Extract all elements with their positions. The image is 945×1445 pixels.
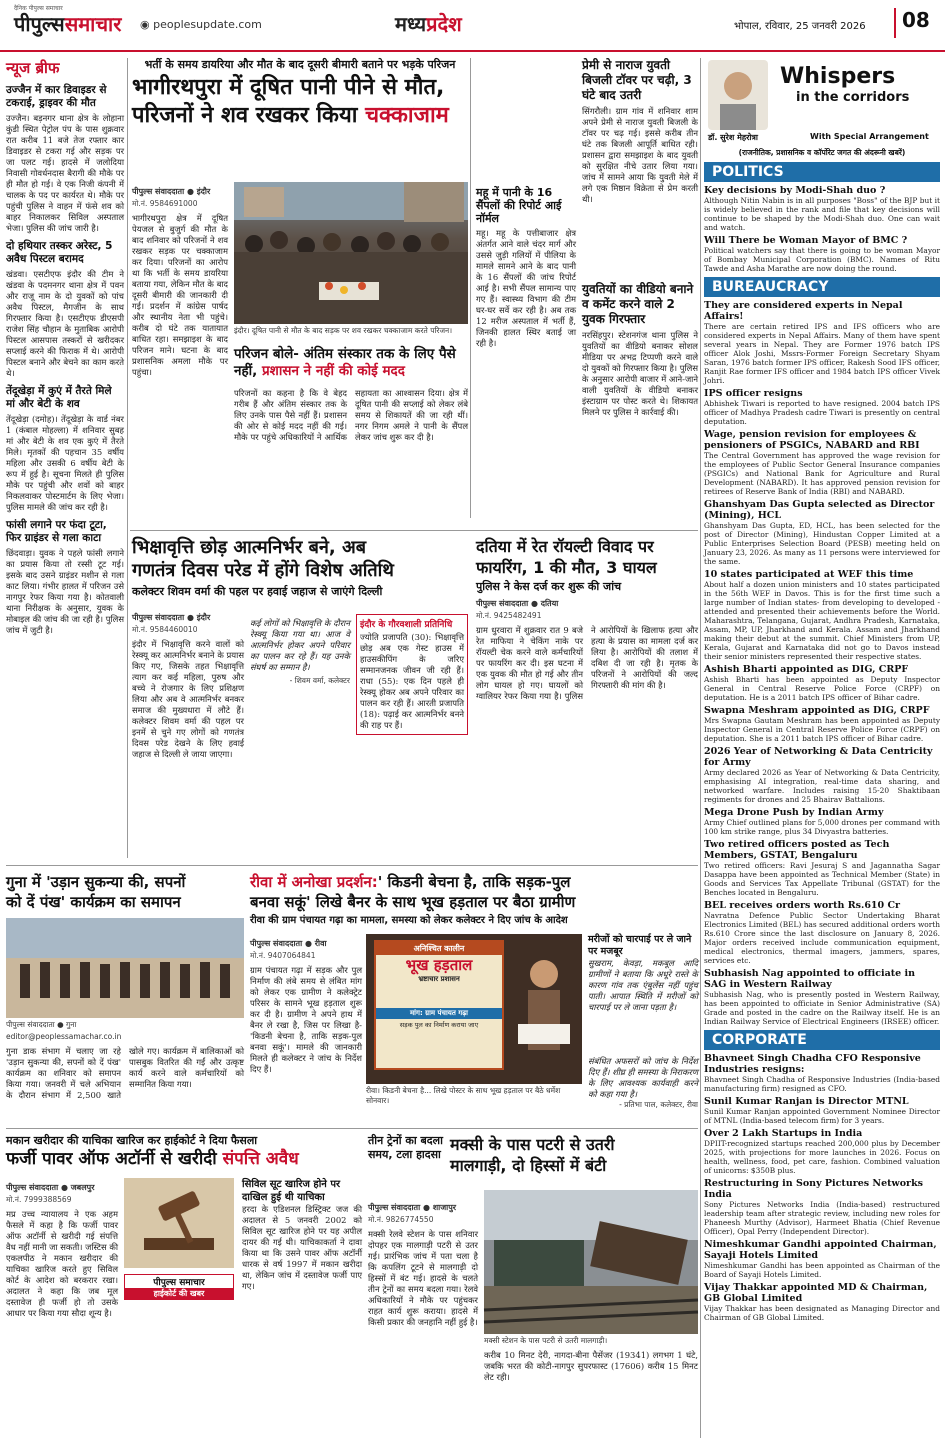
brief-item[interactable] xyxy=(6,519,124,636)
corporate-headline: Sunil Kumar Ranjan is Director MTNL xyxy=(704,1096,909,1107)
whispers-header xyxy=(704,58,940,148)
datia-headline-line-2: फायरिंग, 1 की मौत, 3 घायल xyxy=(476,558,657,577)
rewa-side-text: सुखराम, केवड़ा, मकबूल आदि ग्रामीणों ने बताया कि अधूरे रास्ते के कारण गांव तक एंबुलेंस नहीं पहुंच पाती। आपात स्थिति में मरीजों को चारपाई पर ले जाना पड़ता है। xyxy=(588,958,698,1012)
train-photo[interactable] xyxy=(484,1190,698,1334)
guna-photo-caption: पीपुल्स संवाददाता ● गुना xyxy=(6,1020,77,1029)
brief-headline: तेंदूखेड़ा में कुएं में तैरते मिले मां और बेटी के शव xyxy=(6,385,112,410)
hc-headline-part: फर्जी पावर ऑफ अटॉर्नी से खरीदी xyxy=(6,1149,223,1169)
bureaucracy-item[interactable] xyxy=(704,900,940,965)
lead-subtext: परिजनों का कहना है कि वे बेहद गरीब हैं और अंतिम संस्कार तक के लिए उनके पास पैसे नहीं हैं। प्रशासन की ओर से कोई मदद नहीं की गई। मौके पर पहुंचे अधिकारियों ने आर्थिक सहायता का आश्वासन दिया। क्षेत्र में दूषित पानी की सप्लाई को लेकर लंबे समय से शिकायतें की जा रही थीं। नगर निगम अमले ने पानी के सैंपल लेकर जांच शुरू कर दी है। xyxy=(234,388,468,442)
corporate-headline: Vijay Thakkar appointed MD & Chairman, GB Global Limited xyxy=(704,1282,928,1304)
rewa-headline-line-2: बनवा सकूं' लिखे बैनर के साथ भूख हड़ताल पर बैठा ग्रामीण xyxy=(250,893,576,911)
derailed-train-illustration xyxy=(484,1190,698,1334)
bureaucracy-text: Army declared 2026 as Year of Networking & Data Centricity, emphasising AI integration, real-time data sharing, and networked warfare. Includes raising 15-20 Shaktibaan regiments for drones and 25 Bhairav Battalions. xyxy=(704,768,940,804)
high-court-story[interactable] xyxy=(6,1134,362,1438)
globe-icon: ◉ xyxy=(140,18,154,31)
bureaucracy-headline: Wage, pension revision for employees & pensioners of PSGICs, NABARD and RBI xyxy=(704,429,920,451)
section-rule xyxy=(6,1128,698,1129)
lead-subhead-highlight: प्रशासन ने नहीं की कोई मदद xyxy=(262,363,405,379)
politics-text: Although Nitin Nabin is in all purposes "Boss" of the BJP but it is widely believed in the rank and file that key decisions will continue to be shaped by the Modi-Shah duo. One can wait and watch. xyxy=(704,196,940,232)
bureaucracy-headline: IPS officer resigns xyxy=(704,388,803,399)
lead-story[interactable] xyxy=(132,58,468,528)
lead-subhead xyxy=(234,346,468,380)
train-right-text: करीब 10 मिनट देरी, नागदा-बीना पैसेंजर (19341) लगभग 1 घंटे, जबकि भरत की कोटी-नागपुर सुपरफास्ट (17606) करीब 15 मिनट लेट रही। xyxy=(484,1350,698,1382)
corporate-headline: Over 2 Lakh Startups in India xyxy=(704,1128,863,1139)
bureaucracy-headline: Subhasish Nag appointed to officiate in SAG in Western Railway xyxy=(704,968,916,990)
brand-part-a: पीपुल्स xyxy=(14,12,65,36)
brand-part-b: समाचार xyxy=(64,12,122,36)
bureaucracy-text: The Central Government has approved the wage revision for the employees of Public Sector General Insurance companies (PSGICs) and National Bank for Agriculture and Rural Development (NABARD). It has approved pension revision for retirees of Reserve Bank of India (RBI) and NABARD. xyxy=(704,451,940,496)
masthead xyxy=(0,0,945,52)
republic-quote-author: - शिवम वर्मा, कलेक्टर xyxy=(289,676,350,685)
rewa-text: ग्राम पंचायत गढ़ा में सड़क और पुल निर्माण की लंबे समय से लंबित मांग को लेकर एक ग्रामीण ने कलेक्ट्रेट परिसर के सामने भूख हड़ताल शुरू कर दी है। ग्रामीण ने अपने हाथ में बैनर ले रखा है, जिस पर लिखा है- 'किडनी बेचना है, ताकि सड़क-पुल बनवा सकूं'। मामले की जानकारी मिलते ही कलेक्टर ने जांच के निर्देश दिए हैं। xyxy=(250,965,362,1074)
author-name: डॉ. सुरेश मेहरोत्रा xyxy=(708,133,758,142)
politics-item[interactable] xyxy=(704,185,940,232)
brief-item[interactable] xyxy=(6,240,124,379)
bureaucracy-text: Ghanshyam Das Gupta, ED, HCL, has been selected for the post of Director (Mining), Hindustan Copper Limited at a Public Enterprises Selection Board (PESB) meeting held on January 23, 2026. As many as 11 persons were interviewed for the same. xyxy=(704,521,940,566)
section-part-b: प्रदेश xyxy=(426,12,462,36)
corporate-item[interactable] xyxy=(704,1282,940,1322)
tower-text: सिंगरौली। ग्राम गांव में शनिवार शाम अपने प्रेमी से नाराज युवती बिजली के टॉवर पर चढ़ गई। इससे करीब तीन घंटे तक बिजली आपूर्ति बाधित रही। प्रशासन द्वारा समझाइश के बाद युवती को सुरक्षित नीचे उतार लिया गया। जांच में सामने आया कि युवती मेले में लगे एक मिष्ठान विक्रेता से प्रेम करती थी। xyxy=(582,106,698,204)
train-byline: पीपुल्स संवाददाता ● शाजापुर xyxy=(368,1203,457,1212)
banner-line-2: भूख हड़ताल xyxy=(405,956,473,974)
hc-headline-highlight: संपत्ति अवैध xyxy=(222,1149,299,1169)
tower-headline: प्रेमी से नाराज युवती बिजली टॉवर पर चढ़ी, 3 घंटे बाद उतरी xyxy=(582,58,692,102)
datia-text: ग्राम धुरवारा में शुक्रवार रात 9 बजे रेत माफिया ने चेकिंग नाके पर रॉयल्टी चेक करने वाले कर्मचारियों पर फायरिंग कर दी। इस घटना में एक युवक की मौत हो गई और तीन लोग घायल हो गए। घायलों को ग्वालियर रेफर किया गया है। पुलिस ने आरोपियों के खिलाफ हत्या और हत्या के प्रयास का मामला दर्ज कर लिया है। आरोपियों की तलाश में दबिश दी जा रही है। मृतक के परिजनों ने आरोपियों की जल्द गिरफ्तारी की मांग की है। xyxy=(476,625,698,701)
avatar-icon xyxy=(708,60,768,130)
guna-story[interactable] xyxy=(6,872,244,1124)
corporate-item[interactable] xyxy=(704,1128,940,1175)
republic-story[interactable] xyxy=(132,536,468,862)
water-report-headline: महू में पानी के 16 सैंपलों की रिपोर्ट आई नॉर्मल xyxy=(476,186,562,225)
hc-byline-block xyxy=(6,1178,118,1439)
bureaucracy-item[interactable] xyxy=(704,429,940,496)
train-kicker: तीन ट्रेनों का बदला समय, टला हादसा xyxy=(368,1134,443,1161)
corporate-text: Sony Pictures Networks India (India-based) restructured leadership team after strategic review, including new roles for Phaneesh Murthy (Advisor), Harmeet Bhatia (Chief Revenue Officer), Opal Perry (Independent Director). xyxy=(704,1200,940,1236)
lead-headline-line-1: भागीरथपुरा में दूषित पानी पीने से मौत, xyxy=(132,75,445,100)
corporate-text: DPIIT-recognized startups reached 200,000 plus by December 2025, with projections for more launches in 2026. Focus on health, wellness, food, pet care, fashion. Combined valuation of unicorns: $350B plus. xyxy=(704,1139,940,1175)
section-title xyxy=(395,10,462,37)
lead-headline-line-2 xyxy=(132,102,468,130)
lead-byline-block xyxy=(132,182,228,377)
bureaucracy-text: About half a dozen union ministers and 10 states participated in the 56th WEF in Davos. This is for the first time such a large number of Indian states- from developing to developed - attended and presented their achievements before the World. Maharashtra, Telangana, Gujarat, Andhra Pradesh, Karnataka, Assam, MP, UP, Jharkhand and Kerala. Assam and Jharkhand making their debut at the summit. Chief Ministers from UP, Kerala, Gujarat and Karnataka did not go to Davos instead their senior ministers represented their respective states. xyxy=(704,580,940,661)
train-text: मक्सी रेलवे स्टेशन के पास शनिवार दोपहर एक मालगाड़ी पटरी से उतर गई। प्रारंभिक जांच में पता चला है कि कपलिंग टूटने से मालगाड़ी दो हिस्सों में बंट गई। हादसे के चलते तीन ट्रेनों का समय बदला गया। रेलवे अधिकारियों ने मौके पर पहुंचकर राहत कार्य शुरू कराया। हादसे में किसी प्रकार की जनहानि नहीं हुई है। xyxy=(368,1229,478,1327)
hc-sub-text: हरदा के एडिशनल डिस्ट्रिक्ट जज की अदालत से 5 जनवरी 2002 को सिविल सूट खारिज होने पर यह अपील दायर की गई थी। याचिकाकर्ता ने दावा किया था कि उसने पावर ऑफ अटॉर्नी धारक से वर्ष 1997 में मकान खरीदा था, लेकिन जांच में दस्तावेज फर्जी पाए गए। xyxy=(242,1204,362,1291)
bureaucracy-band: BUREAUCRACY xyxy=(704,277,940,297)
video-text: नरसिंहपुर। स्टेशनगंज थाना पुलिस ने युवतियों का वीडियो बनाकर सोशल मीडिया पर अभद्र टिप्पणी करने वाले दो युवकों को गिरफ्तार किया है। पुलिस के अनुसार आरोपी बाजार में आने-जाने वाली युवतियों के वीडियो बनाकर इंस्टाग्राम पर पोस्ट करते थे। शिकायत मिलने पर पुलिस ने कार्रवाई की। xyxy=(582,330,699,417)
bureaucracy-headline: They are considered experts in Nepal Affairs! xyxy=(704,300,903,322)
lead-photo-caption: इंदौर। दूषित पानी से मौत के बाद सड़क पर शव रखकर चक्काजाम करते परिजन। xyxy=(234,326,453,335)
news-brief-title: न्यूज ब्रीफ xyxy=(6,59,60,77)
bureaucracy-item[interactable] xyxy=(704,807,940,836)
whispers-tagline: (राजनीतिक, प्रशासनिक व कॉर्पोरेट जगत की अंदरूनी खबरें) xyxy=(738,148,906,157)
banner-line-4: मांग: ग्राम पंचायत गढ़ा xyxy=(376,1008,502,1019)
bureaucracy-text: Mrs Swapna Gautam Meshram has been appointed as Deputy Inspector General in Central Reserve Police Force (CRPF) on deputation. She is a 2011 batch IPS officer of Bihar cadre. xyxy=(704,716,940,743)
republic-byline: पीपुल्स संवाददाता ● इंदौर xyxy=(132,613,211,622)
bureaucracy-item[interactable] xyxy=(704,705,940,743)
brand-logo[interactable] xyxy=(14,10,121,37)
bureaucracy-item[interactable] xyxy=(704,664,940,702)
hc-sub-headline: सिविल सूट खारिज होने पर दाखिल हुई थी याचिका xyxy=(242,1179,341,1203)
datia-byline: पीपुल्स संवाददाता ● दतिया xyxy=(476,599,559,608)
corporate-item[interactable] xyxy=(704,1178,940,1236)
republic-box-title: इंदौर के गौरवशाली प्रतिनिधि xyxy=(360,620,453,630)
hc-kicker: मकान खरीदार की याचिका खारिज कर हाईकोर्ट ने दिया फैसला xyxy=(6,1134,258,1147)
bureaucracy-item[interactable] xyxy=(704,499,940,566)
bureaucracy-item[interactable] xyxy=(704,569,940,661)
rewa-side-headline: मरीजों को चारपाई पर ले जाने पर मजबूर xyxy=(588,934,692,957)
page-number: 08 xyxy=(894,8,938,38)
guna-headline-line-2: को दें पंख' कार्यक्रम का समापन xyxy=(6,893,181,911)
hunger-strike-banner xyxy=(374,940,504,1070)
datia-headline-line-1: दतिया में रेत रॉयल्टी विवाद पर xyxy=(476,537,654,556)
crowd-illustration xyxy=(234,182,468,324)
bureaucracy-headline: 2026 Year of Networking & Data Centricity for Army xyxy=(704,746,933,768)
corporate-text: Sunil Kumar Ranjan appointed Government Nominee Director of MTNL (India-based telecom firm) for 3 years. xyxy=(704,1107,940,1125)
bureaucracy-item[interactable] xyxy=(704,388,940,426)
politics-band: POLITICS xyxy=(704,162,940,182)
corporate-item[interactable] xyxy=(704,1239,940,1279)
republic-byline-block xyxy=(132,608,244,859)
banner-line-1: अनिश्चित कालीन xyxy=(376,942,502,955)
corporate-item[interactable] xyxy=(704,1096,940,1125)
lead-text: भागीरथपुरा क्षेत्र में दूषित पेयजल से बुजुर्ग की मौत के बाद शनिवार को परिजनों ने शव रखकर सड़क पर चक्काजाम कर दिया। परिजनों का आरोप था कि भर्ती के समय डायरिया बताया गया, लेकिन मौत के बाद दूसरी बीमारी की जानकारी दी गई। प्रदर्शन में कांग्रेस पार्षद और स्थानीय नेता भी पहुंचे। करीब दो घंटे तक यातायात बाधित रहा। समझाइश के बाद परिजन माने। घटना के बाद प्रशासनिक अमला मौके पर पहुंचा। xyxy=(132,213,228,377)
hc-byline: पीपुल्स संवाददाता ● जबलपुर xyxy=(6,1183,95,1192)
bureaucracy-headline: BEL receives orders worth Rs.610 Cr xyxy=(704,900,901,911)
banner-line-5: सड़क पुल का निर्माण कराया जाए xyxy=(399,1021,479,1029)
gavel-icon xyxy=(124,1178,234,1268)
republic-mobile: मो.नं. 9584460010 xyxy=(132,625,198,634)
brief-headline: फांसी लगाने पर फंदा टूटा, फिर ग्राइंडर से गला काटा xyxy=(6,519,107,544)
rewa-kicker: रीवा की ग्राम पंचायत गढ़ा का मामला, समस्या को लेकर कलेक्टर ने दिए जांच के आदेश xyxy=(250,915,568,926)
bureaucracy-headline: 10 states participated at WEF this time xyxy=(704,569,914,580)
bureaucracy-item[interactable] xyxy=(704,300,940,385)
rewa-side-block xyxy=(588,934,698,1013)
train-byline-block xyxy=(368,1198,478,1429)
hc-text: मप्र उच्च न्यायालय ने एक अहम फैसले में कहा है कि फर्जी पावर ऑफ अटॉर्नी से खरीदी गई संपत्ति वैध नहीं मानी जा सकती। जस्टिस की एकलपीठ ने मकान खरीदार की याचिका खारिज करते हुए सिविल कोर्ट के आदेश को बरकरार रखा। अदालत ने कहा कि जब मूल दस्तावेज ही फर्जी हो तो उसके आधार पर किया गया सौदा शून्य है। xyxy=(6,1209,118,1318)
bureaucracy-text: Subhasish Nag, who is presently posted in Western Railway, has been appointed to officiate in Senior Administrative (SA) Grade and posted in the cadre on the Railway itself. He is an Indian Railway Service of Electrical Engineers (IRSEE) officer. xyxy=(704,990,940,1026)
brand-tagline: दैनिक पीपुल्स समाचार xyxy=(14,5,63,12)
brief-item[interactable] xyxy=(6,385,124,513)
corporate-headline: Restructuring in Sony Pictures Networks India xyxy=(704,1178,923,1200)
brief-text: छिंदवाड़ा। युवक ने पहले फांसी लगाने का प्रयास किया तो रस्सी टूट गई। इसके बाद उसने ग्राइंडर मशीन से गला काट लिया। गंभीर हालत में परिजन उसे नागपुर रेफर किया गया है। कोतवाली थाना निरीक्षक के अनुसार, युवक के मोबाइल की जांच की जा रही है। पुलिस जांच में जुटी है। xyxy=(6,548,124,635)
lead-byline: पीपुल्स संवाददाता ● इंदौर xyxy=(132,187,211,196)
train-headline-line-1: मक्सी के पास पटरी से उतरी xyxy=(450,1135,615,1154)
lead-kicker: भर्ती के समय डायरिया और मौत के बाद दूसरी बीमारी बताने पर भड़के परिजन xyxy=(144,58,456,71)
politics-headline: Key decisions by Modi-Shah duo ? xyxy=(704,185,886,196)
dateline: भोपाल, रविवार, 25 जनवरी 2026 xyxy=(734,21,866,32)
bureaucracy-headline: Mega Drone Push by Indian Army xyxy=(704,807,884,818)
column-rule xyxy=(127,58,128,858)
bureaucracy-text: Ashish Bharti has been appointed as Deputy Inspector General in Central Reserve Police Force (CRPF) on deputation. He is a 2011 batch IPS officer of Bihar cadre. xyxy=(704,675,940,702)
group-photo-illustration xyxy=(6,918,244,1018)
corporate-band: CORPORATE xyxy=(704,1030,940,1050)
rewa-photo-caption: रीवा। किडनी बेचना है... लिखे पोस्टर के साथ भूख हड़ताल पर बैठे धर्मेश सोनवार। xyxy=(366,1086,561,1105)
datia-story[interactable] xyxy=(476,536,698,862)
train-mobile: मो.नं. 9826774550 xyxy=(368,1215,434,1224)
bureaucracy-text: Army Chief outlined plans for 5,000 drones per command with 100 km strike range, plus 34 Divyastra batteries. xyxy=(704,818,940,836)
lead-photo[interactable] xyxy=(234,182,468,324)
rewa-quote-author: - प्रतिभा पाल, कलेक्टर, रीवा xyxy=(619,1100,698,1109)
bureaucracy-text: Navratna Defence Public Sector Undertaking Bharat Electronics Limited (BEL) has secured additional orders worth Rs.610 Crore since the last disclosure on January 8, 2026. Major orders received include communication equipment, medical electronics, thermal imagers, jammers, spares, services etc. xyxy=(704,911,940,965)
brief-text: तेंदूखेड़ा (दमोह)। तेंदूखेड़ा के वार्ड नंबर 1 (कंबाल मोहल्ला) में शनिवार सुबह मां और बेटी के शव एक कुएं में तैरते मिले। मृतकों की पहचान 35 वर्षीय महिला और उसकी 6 वर्षीय बेटी के रूप में हुई है। सूचना मिलते ही पुलिस मौके पर पहुंची और शवों को बाहर निकलवाकर पोस्टमार्टम के लिए भेजा। पुलिस मामले की जांच कर रही है। xyxy=(6,414,124,512)
rewa-headline-highlight: रीवा में अनोखा प्रदर्शन: xyxy=(250,873,378,891)
republic-box xyxy=(356,614,468,735)
republic-text: इंदौर में भिक्षावृत्ति करने वालों को रेस्क्यू कर आत्मनिर्भर बनाने के प्रयास किए गए, जिसके तहत भिक्षावृत्ति त्याग कर कई महिला, पुरुष और बच्चे ने रोजगार के लिए प्रशिक्षण लिया और अब वे आत्मनिर्भर बनकर समाज की मुख्यधारा में लौटे हैं। कलेक्टर शिवम वर्मा की पहल पर इनमें से चुने गए लोगों को गणतंत्र दिवस परेड देखने के लिए हवाई जहाज से दिल्ली ले जाया जाएगा। xyxy=(132,639,244,759)
train-headline-line-2: मालगाड़ी, दो हिस्सों में बंटी xyxy=(450,1156,607,1175)
hc-mobile: मो.नं. 7999388569 xyxy=(6,1195,72,1204)
rewa-mobile: मो.नं. 9407064841 xyxy=(250,951,316,960)
news-brief-column xyxy=(6,58,124,863)
datia-kicker: पुलिस ने केस दर्ज कर शुरू की जांच xyxy=(476,580,622,593)
column-rule xyxy=(470,58,471,518)
bureaucracy-text: There are certain retired IPS and IFS officers who are considered experts in Nepal Affairs. Many of them have spent several years in Nepal. They are Former 1976 batch IPS officer Alok Joshi, Mssrs-Former Foreign Secretary Shyam Saran, 1976 batch former IPS officer, Rakesh Sood IFS officer, Ranjit Rae former IFS officer and 1984 batch IPS officer Vivek Johri. xyxy=(704,322,940,385)
whispers-subtitle: in the corridors xyxy=(796,90,910,105)
bureaucracy-headline: Ghanshyam Das Gupta selected as Director (Mining), HCL xyxy=(704,499,935,521)
tower-story[interactable] xyxy=(582,58,698,268)
water-report-story[interactable] xyxy=(476,180,576,530)
banner-line-3: भ्रष्टाचार प्रशासन xyxy=(418,975,460,983)
website-text: peoplesupdate.com xyxy=(153,18,262,31)
brief-headline: उज्जैन में कार डिवाइडर से टकराई, ड्राइवर की मौत xyxy=(6,84,107,109)
website-link[interactable] xyxy=(140,18,262,31)
republic-headline-line-1: भिक्षावृत्ति छोड़ आत्मनिर्भर बने, अब xyxy=(132,537,366,558)
guna-headline-line-1: गुना में 'उड़ान सुकन्या की, सपनों xyxy=(6,873,186,891)
corporate-text: Nimeshkumar Gandhi has been appointed as Chairman of the Board of Sayaji Hotels Limited. xyxy=(704,1261,940,1279)
hc-sub-block xyxy=(242,1178,362,1414)
arrangement-text: With Special Arrangement xyxy=(810,132,929,141)
water-report-text: महू। महू के पत्तीबाजार क्षेत्र अंतर्गत आने वाले चंदर मार्ग और उससे जुड़ी गलियों में पीलिया के मामले सामने आने के बाद पानी के 16 सैंपलों की जांच रिपोर्ट आई है। सभी सैंपल सामान्य पाए गए हैं। स्वास्थ्य विभाग की टीम घर-घर सर्वे कर रही है। अब तक 12 मरीज अस्पताल में भर्ती हैं, जिनकी हालत स्थिर बताई जा रही है। xyxy=(476,228,576,348)
guna-email[interactable]: editor@peoplessamachar.co.in xyxy=(6,1032,122,1041)
brief-headline: दो हथियार तस्कर अरेस्ट, 5 अवैध पिस्टल बरामद xyxy=(6,240,113,265)
train-photo-caption: मक्सी स्टेशन के पास पटरी से उतरी मालगाड़ी। xyxy=(484,1336,608,1345)
bureaucracy-headline: Swapna Meshram appointed as DIG, CRPF xyxy=(704,705,930,716)
guna-photo[interactable] xyxy=(6,918,244,1018)
rewa-byline: पीपुल्स संवाददाता ● रीवा xyxy=(250,939,327,948)
corporate-headline: Nimeshkumar Gandhi appointed Chairman, Sayaji Hotels Limited xyxy=(704,1239,937,1261)
lead-headline-highlight: चक्काजाम xyxy=(365,103,449,128)
politics-item[interactable] xyxy=(704,235,940,273)
republic-quote: कई लोगों को भिक्षावृत्ति के दौरान रेस्क्यू किया गया था। आज वे आत्मनिर्भर होकर अपने परिवार का पालन कर रहे हैं। यह उनके संघर्ष का सम्मान है। xyxy=(250,618,350,672)
politics-text: Political watchers say that there is going to be woman Mayor of Bombay Municipal Corporation (BMC). Names of Ritu Tawde and Asha Marathe are now doing the round. xyxy=(704,246,940,273)
section-part-a: मध्य xyxy=(395,12,427,36)
corporate-item[interactable] xyxy=(704,1053,940,1093)
video-story[interactable] xyxy=(582,282,698,522)
rewa-story[interactable] xyxy=(250,872,698,1124)
bureaucracy-item[interactable] xyxy=(704,746,940,804)
hc-stamp-line-2: हाईकोर्ट की खबर xyxy=(125,1288,233,1299)
lead-subhead-part: परिजन बोले- अंतिम संस्कार तक के लिए पैसे नहीं, xyxy=(234,346,456,379)
republic-headline-line-2: गणतंत्र दिवस परेड में होंगे विशेष अतिथि xyxy=(132,560,394,581)
section-rule xyxy=(6,865,698,866)
guna-text: गुना डाक संभाग में चलाए जा रहे 'उड़ान सुकन्या की, सपनों को दें पंख' कार्यक्रम का शनिवार को समापन किया गया। जनवरी में चले अभियान के दौरान संभाग में 2,500 खाते खोले गए। कार्यक्रम में बालिकाओं को पासबुक वितरित की गईं और उत्कृष्ट कार्य करने वाले कर्मचारियों को सम्मानित किया गया। xyxy=(6,1046,244,1100)
bureaucracy-text: Abhishek Tiwari is reported to have resigned. 2004 batch IPS officer of Madhya Pradesh cadre Tiwari is presently on central deputation. xyxy=(704,399,940,426)
republic-quote-block xyxy=(250,618,350,686)
republic-box-text: ज्योति प्रजापति (30): भिक्षावृत्ति छोड़ अब एक गेस्ट हाउस में हाउसकीपिंग के जरिए सम्मानजनक जीवन जी रही हैं। राधा (55): एक दिन पहले ही रेस्क्यू होकर अब अपने परिवार का पालन कर रही हैं। आरती प्रजापति (18): पढ़ाई कर आत्मनिर्भर बनने की राह पर हैं। xyxy=(360,632,464,730)
lead-headline-part: परिजनों ने शव रखकर किया xyxy=(132,103,366,128)
bureaucracy-item[interactable] xyxy=(704,968,940,1026)
corporate-headline: Bhavneet Singh Chadha CFO Responsive Industries resigns: xyxy=(704,1053,921,1075)
section-rule xyxy=(130,530,698,531)
lead-mobile: मो.नं. 9584691000 xyxy=(132,199,198,208)
rewa-headline-part: ' किडनी बेचना है, ताकि सड़क-पुल xyxy=(377,873,571,891)
video-headline: युवतियों का वीडियो बनाने व कमेंट करने वाले 2 युवक गिरफ्तार xyxy=(582,282,694,326)
brief-text: खंडवा। एसटीएफ इंदौर की टीम ने खंडवा के पदमनगर थाना क्षेत्र में पवन और राजू नाम के दो युवकों को पांच अवैध पिस्टल, मैगजीन के साथ गिरफ्तार किया है। एसटीएफ डीएसपी राजेश सिंह चौहान के मुताबिक आरोपी पिस्टल आसपास तस्करों से खरीदकर सप्लाई करने की फिराक में थे। आरोपी पिस्टल बनाने और बेचने का काम करते थे। xyxy=(6,269,124,378)
hc-stamp xyxy=(124,1274,234,1300)
corporate-text: Vijay Thakkar has been designated as Managing Director and Chairman of GB Global Limited. xyxy=(704,1304,940,1322)
train-story[interactable] xyxy=(368,1134,698,1438)
rewa-byline-block xyxy=(250,934,362,1120)
corporate-text: Bhavneet Singh Chadha of Responsive Industries (India-based manufacturing firm) resigned as CFO. xyxy=(704,1075,940,1093)
column-rule xyxy=(700,58,701,1438)
brief-text: उज्जैन। बड़नगर थाना क्षेत्र के लोहाना कुंडी स्थित पेट्रोल पंप के पास शुक्रवार रात करीब 11 बजे तेज रफ्तार कार डिवाइडर से टकरा गई और सड़क पर जा पलट गई। हादसे में जलोदिया निवासी गोवर्धनदास बैरागी की मौके पर ही मौत हो गई। वे एक निजी कंपनी में चालक के पद पर कार्यरत थे। मौके पर पहुंची पुलिस ने वाहन में फंसे शव को बाहर निकालकर सिविल अस्पताल भेजा। पुलिस की जांच जारी है। xyxy=(6,113,124,233)
whispers-title: Whispers xyxy=(780,64,896,89)
bureaucracy-headline: Ashish Bharti appointed as DIG, CRPF xyxy=(704,664,909,675)
bureaucracy-headline: Two retired officers posted as Tech Members, GSTAT, Bengaluru xyxy=(704,839,890,861)
bureaucracy-item[interactable] xyxy=(704,839,940,897)
whispers-column xyxy=(704,58,940,1438)
protester-illustration xyxy=(506,934,582,1084)
datia-mobile: मो.नं. 9425482491 xyxy=(476,611,542,620)
republic-kicker: कलेक्टर शिवम वर्मा की पहल पर हवाई जहाज से जाएंगे दिल्ली xyxy=(132,585,383,598)
author-photo xyxy=(708,60,768,130)
rewa-quote: संबंधित अफसरों को जांच के निर्देश दिए हैं। शीघ्र ही समस्या के निराकरण के लिए आवश्यक कार्यवाही करने को कहा गया है। xyxy=(588,1056,698,1099)
brief-item[interactable] xyxy=(6,84,124,234)
hc-stamp-line-1: पीपुल्स समाचार xyxy=(153,1278,205,1288)
bureaucracy-text: Two retired officers: Ravi Jesuraj S and Jagannatha Sagar Dasappa have been appointed as Technical Member (State) in Goods and Services Tax Appellate Tribunal (GSTAT) for the Benches located in Bengaluru. xyxy=(704,861,940,897)
politics-headline: Will There be Woman Mayor of BMC ? xyxy=(704,235,908,246)
rewa-photo[interactable] xyxy=(366,934,582,1084)
rewa-quote-block xyxy=(588,1056,698,1110)
hc-gavel-photo xyxy=(124,1178,234,1268)
